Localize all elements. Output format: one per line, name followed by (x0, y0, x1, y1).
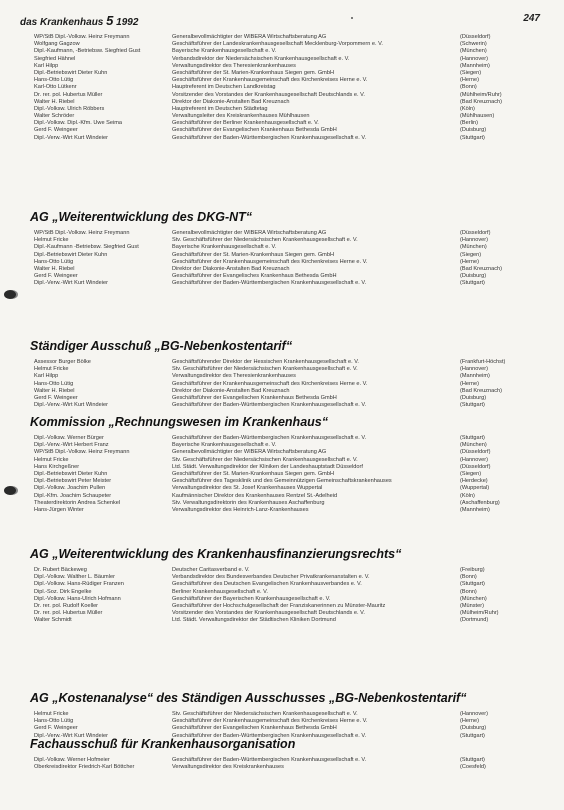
member-position: Geschäftsführer der St. Marien-Krankenhaus Siegen gem. GmbH (172, 470, 334, 477)
member-name: Gerd F. Weingeer (34, 273, 78, 280)
member-row (0, 41, 564, 48)
member-name: Dipl.-Betriebswirt Dieter Kuhn (34, 251, 108, 258)
member-row (0, 77, 564, 84)
member-row (0, 230, 564, 237)
member-name: Helmut Fricke (34, 456, 69, 463)
member-name: Dipl.-Kfm. Joachim Schaupeter (34, 492, 112, 499)
member-name: Theaterdirektorin Andrea Schenkel (34, 499, 121, 506)
member-name: Dipl.-Betriebswirt Dieter Kuhn (34, 69, 108, 76)
member-position: Verwaltungsdirektor des Kreiskrankenhauses (172, 764, 284, 771)
member-name: Gerd F. Weingeer (34, 725, 78, 732)
member-city: (Bad Kreuznach) (460, 265, 502, 272)
member-city: (Herne) (460, 380, 479, 387)
member-row (0, 366, 564, 373)
member-name: Walter Schmidt (34, 617, 72, 624)
member-city: (Bonn) (460, 574, 477, 581)
section-title: Fachausschuß für Krankenhausorganisation (30, 737, 296, 751)
member-position: Geschäftsführer der Baden-Württembergischen Krankenhausgesellschaft e. V. (172, 280, 367, 287)
member-city: (Bad Kreuznach) (460, 387, 502, 394)
member-position: Bayerische Krankenhausgesellschaft e. V. (172, 244, 277, 251)
member-row (0, 395, 564, 402)
member-city: (Freiburg) (460, 567, 485, 573)
member-city: (Siegen) (460, 470, 482, 477)
member-city: (Mannheim) (460, 373, 490, 380)
member-name: Dipl.-Verw.-Wirt Kurt Windeier (34, 732, 108, 739)
member-row (0, 359, 564, 366)
member-row (0, 273, 564, 280)
member-name: Helmut Fricke (34, 366, 69, 373)
member-name: Hans-Jürgen Winter (34, 506, 84, 513)
member-row (0, 464, 564, 471)
member-city: (Bad Kreuznach) (460, 98, 502, 105)
member-city: (Siegen) (460, 251, 482, 258)
member-name: Dipl.-Volksw. Walther L. Bäumler (34, 574, 115, 581)
member-name: Dipl.-Volksw. Werner Bürger (34, 435, 104, 441)
member-row (0, 92, 564, 99)
member-position: Direktor der Diakonie-Anstalten Bad Kreuznach (172, 387, 290, 394)
member-position: Stv. Geschäftsführer der Niedersächsischen Krankenhausgesellschaft e. V. (172, 456, 358, 463)
member-row (0, 388, 564, 395)
member-row (0, 84, 564, 91)
member-city: (Münster) (460, 602, 484, 609)
member-list (0, 34, 564, 142)
member-city: (Schwerin) (460, 41, 487, 48)
member-position: Vorsitzender des Vorstandes der Krankenhausgesellschaft Deutschlands e. V. (172, 610, 365, 617)
member-row (0, 457, 564, 464)
member-position: Geschäftsführer der Baden-Württembergischen Krankenhausgesellschaft e. V. (172, 402, 367, 409)
member-name: Dipl.-Volksw. Joachim Pullen (34, 485, 106, 492)
issue-year: 1992 (116, 17, 139, 28)
journal-name: das Krankenhaus (20, 17, 104, 28)
member-city: (Siegen) (460, 69, 482, 76)
member-position: Geschäftsführer der Krankenhausgemeinschaft des Kirchenkreises Herne e. V. (172, 77, 368, 84)
member-city: (Stuttgart) (460, 280, 485, 287)
member-city: (Köln) (460, 492, 475, 499)
member-position: Hauptreferent im Deutschen Landkreistag (172, 84, 276, 91)
member-row (0, 478, 564, 485)
member-position: Geschäftsführer der Baden-Württembergischen Krankenhausgesellschaft e. V. (172, 757, 367, 763)
member-row (0, 34, 564, 41)
member-city: (Köln) (460, 105, 475, 112)
member-name: Dipl.-Volksw. Hans-Rüdiger Franzen (34, 581, 124, 588)
member-name: Karl Hilpp (34, 62, 59, 69)
member-city: (Dortmund) (460, 617, 489, 624)
member-position: Verwaltungsdirektor des Theresienkrankenhauses (172, 373, 296, 380)
member-row (0, 610, 564, 617)
member-name: Hans-Otto Lütig (34, 718, 74, 725)
member-list (0, 435, 564, 514)
member-name: Hans-Otto Lütig (34, 77, 74, 84)
member-row (0, 718, 564, 725)
member-row (0, 266, 564, 273)
member-position: Geschäftsführer der Baden-Württembergischen Krankenhausgesellschaft e. V. (172, 134, 367, 141)
member-name: Dipl.-Volksw. Dipl.-Kfm. Uwe Seima (34, 120, 122, 127)
member-row (0, 596, 564, 603)
section-title: AG „Weiterentwicklung des DKG-NT“ (30, 210, 253, 224)
member-name: Siegfried Hähnel (34, 55, 76, 62)
member-city: (Duisburg) (460, 725, 487, 732)
member-name: Dipl.-Volksw. Werner Hofmeier (34, 757, 110, 763)
member-city: (Berlin) (460, 120, 479, 127)
section-title: AG „Kostenanalyse“ des Ständigen Ausschusses „BG-Nebenkostentarif“ (30, 691, 467, 705)
member-row (0, 507, 564, 514)
member-name: Dr. rer. pol. Rudolf Koeller (34, 602, 99, 609)
member-name: Dipl.-Verw.-Wirt Kurt Windeier (34, 134, 108, 141)
member-row (0, 725, 564, 732)
member-position: Geschäftsführer der Krankenhausgemeinschaft des Kirchenkreises Herne e. V. (172, 380, 368, 387)
member-position: Geschäftsführer des Tagesklinik und des Gemeinnützigen Gemeinschaftskrankenhauses (172, 478, 392, 485)
member-row (0, 485, 564, 492)
member-position: Ltd. Städt. Verwaltungsdirektor der Kliniken der Landeshauptstadt Düsseldorf (172, 463, 363, 470)
member-row (0, 135, 564, 142)
member-city: (Bonn) (460, 84, 477, 91)
member-position: Stv. Verwaltungsdirektorin des Krankenhauses Aschaffenburg (172, 499, 325, 506)
member-position: Bayerische Krankenhausgesellschaft e. V. (172, 442, 277, 449)
member-row (0, 381, 564, 388)
member-row (0, 581, 564, 588)
member-name: Dipl.-Betriebswirt Dieter Kuhn (34, 470, 108, 477)
member-position: Geschäftsführer der St. Marien-Krankenhaus Siegen gem. GmbH (172, 69, 334, 76)
member-row (0, 237, 564, 244)
member-name: Dipl.-Volksw. Ulrich Röbbers (34, 105, 105, 112)
member-row (0, 764, 564, 771)
member-list (0, 711, 564, 740)
member-name: Oberkreisdirektor Friedrich-Karl Böttcher (34, 764, 135, 771)
member-row (0, 711, 564, 718)
member-row (0, 574, 564, 581)
member-position: Geschäftsführer der Berliner Krankenhausgesellschaft e. V. (172, 120, 319, 127)
member-name: Dipl.-Kaufmann -Betriebsw. Siegfried Gust (34, 244, 139, 251)
member-position: Kaufmännischer Direktor des Krankenhauses Rentzel St.-Adelheid (172, 492, 338, 499)
member-name: Walter Schröder (34, 113, 75, 120)
member-position: Geschäftsführer der Evangelischen Krankenhaus Bethesda GmbH (172, 725, 337, 732)
member-position: Geschäftsführer der Hochschulgesellschaft der Franziskanerinnen zu Münster-Mauritz (172, 602, 386, 609)
member-name: Karl-Otto Lütkenr (34, 84, 77, 91)
member-city: (Hannover) (460, 366, 488, 373)
member-position: Geschäftsführender Direktor der Hessischen Krankenhausgesellschaft e. V. (172, 359, 359, 365)
member-row (0, 500, 564, 507)
member-city: (Stuttgart) (460, 402, 485, 409)
member-row (0, 471, 564, 478)
section-title: Kommission „Rechnungswesen im Krankenhaus“ (30, 415, 328, 429)
member-city: (Stuttgart) (460, 732, 485, 739)
member-row (0, 402, 564, 409)
section-title: Ständiger Ausschuß „BG-Nebenkostentarif“ (30, 339, 293, 353)
member-name: Walter H. Riebel (34, 98, 75, 105)
member-list (0, 230, 564, 288)
member-city: (Herne) (460, 77, 479, 84)
member-name: Wolfgang Gagzow (34, 41, 80, 48)
member-city: (München) (460, 442, 487, 449)
member-city: (Mannheim) (460, 62, 490, 69)
member-city: (Stuttgart) (460, 581, 485, 588)
member-name: Dipl.-Kaufmann, -Betriebsw. Siegfried Gust (34, 48, 141, 55)
member-row (0, 244, 564, 251)
member-name: Karl Hilpp (34, 373, 59, 380)
member-row (0, 48, 564, 55)
member-city: (Mühlheim/Ruhr) (460, 91, 502, 98)
issue-number: 5 (106, 13, 114, 28)
member-city: (Duisburg) (460, 273, 487, 280)
member-city: (Düsseldorf) (460, 449, 491, 456)
member-name: Gerd F. Weingeer (34, 394, 78, 401)
member-city: (Stuttgart) (460, 134, 485, 141)
member-name: Gerd F. Weingeer (34, 127, 78, 134)
member-city: (Herne) (460, 258, 479, 265)
member-row (0, 56, 564, 63)
speck-decoration (351, 17, 353, 19)
member-name: Helmut Fricke (34, 237, 69, 244)
member-city: (Stuttgart) (460, 757, 485, 763)
member-city: (Stuttgart) (460, 435, 485, 441)
member-name: WP/StB Dipl.-Volksw. Heinz Freymann (34, 230, 130, 236)
member-list (0, 567, 564, 625)
member-city: (Coesfeld) (460, 764, 486, 771)
member-name: Walter H. Riebel (34, 265, 75, 272)
member-position: Geschäftsführer der St. Marien-Krankenhaus Siegen gem. GmbH (172, 251, 334, 258)
member-city: (Mülheim/Ruhr) (460, 610, 499, 617)
member-row (0, 373, 564, 380)
member-position: Verwaltungsdirektor des St. Josef Krankenhauses Wuppertal (172, 485, 323, 492)
member-name: Dipl.-Volksw. Hans-Ulrich Hofmann (34, 595, 121, 602)
member-row (0, 106, 564, 113)
member-position: Geschäftsführer der Evangelischen Krankenhaus Bethesda GmbH (172, 127, 337, 134)
member-position: Vorsitzender des Vorstandes der Krankenhausgesellschaft Deutschlands e. V. (172, 91, 365, 98)
member-name: Dipl.-Betriebswirt Peter Meister (34, 478, 112, 485)
member-row (0, 127, 564, 134)
member-position: Geschäftsführer der Evangelischen Krankenhaus Bethesda GmbH (172, 394, 337, 401)
member-city: (Herne) (460, 718, 479, 725)
member-name: Dipl.-Verw.-Wirt Herbert Franz (34, 442, 109, 449)
page-number: 247 (523, 13, 540, 24)
member-name: Dr. Rubert Bäckeweg (34, 567, 87, 573)
member-row (0, 99, 564, 106)
member-city: (Wuppertal) (460, 485, 490, 492)
member-name: Helmut Fricke (34, 711, 69, 717)
member-row (0, 70, 564, 77)
member-position: Stv. Geschäftsführer der Niedersächsischen Krankenhausgesellschaft e. V. (172, 366, 358, 373)
member-row (0, 442, 564, 449)
member-position: Direktor der Diakonie-Anstalten Bad Kreuznach (172, 98, 290, 105)
journal-title (20, 13, 138, 28)
member-position: Verbandsdirektor des Bundesverbandes Deutscher Privatkrankenanstalten e. V. (172, 574, 370, 581)
member-name: Hans-Otto Lütig (34, 380, 74, 387)
member-position: Geschäftsführer der Evangelisches Krankenhaus Bethesda GmbH (172, 273, 337, 280)
member-city: (Mühlhausen) (460, 113, 495, 120)
member-position: Geschäftsführer der Krankenhausgemeinschaft des Kirchenkreises Herne e. V. (172, 718, 368, 725)
member-position: Geschäftsführer der Baden-Württembergischen Krankenhausgesellschaft e. V. (172, 732, 367, 739)
member-name: Hans-Otto Lütig (34, 258, 74, 265)
member-position: Verwaltungsdirektor des Heinrich-Lanz-Krankenhauses (172, 506, 309, 513)
member-position: Verwaltungsleiter des Kreiskrankenhauses Mühlhausen (172, 113, 310, 120)
member-row (0, 259, 564, 266)
member-city: (Herdecke) (460, 478, 488, 485)
member-position: Ltd. Städt. Verwaltungsdirektor der Städtischen Kliniken Dortmund (172, 617, 336, 624)
member-row (0, 589, 564, 596)
member-city: (Duisburg) (460, 127, 487, 134)
member-row (0, 280, 564, 287)
member-position: Bayerische Krankenhausgesellschaft e. V. (172, 48, 277, 55)
member-city: (Frankfurt-Höchst) (460, 359, 506, 365)
punch-hole-mark (4, 486, 16, 495)
member-row (0, 603, 564, 610)
member-position: Generalbevollmächtigter der WIBERA Wirtschaftsberatung AG (172, 34, 327, 40)
member-row (0, 757, 564, 764)
member-position: Geschäftsführer des Deutschen Evangelischen Krankenhausverbandes e. V. (172, 581, 362, 588)
member-row (0, 63, 564, 70)
member-city: (München) (460, 595, 487, 602)
member-position: Berliner Krankenhausgesellschaft e. V. (172, 588, 268, 595)
member-name: Hans Kirchgeßner (34, 463, 80, 470)
page-header (0, 0, 564, 30)
member-position: Geschäftsführer der Baden-Württembergischen Krankenhausgesellschaft e. V. (172, 435, 367, 441)
member-name: Walter H. Riebel (34, 387, 75, 394)
member-position: Verbandsdirektor der Niedersächsischen Krankenhausgesellschaft e. V. (172, 55, 350, 62)
member-name: Dipl.-Soz. Dirk Engelke (34, 588, 92, 595)
member-row (0, 120, 564, 127)
member-position: Geschäftsführer der Bayerischen Krankenhausgesellschaft e. V. (172, 595, 331, 602)
member-city: (Düsseldorf) (460, 463, 491, 470)
member-position: Deutscher Caritasverband e. V. (172, 567, 250, 573)
member-city: (Mannheim) (460, 506, 490, 513)
punch-hole-mark (4, 290, 16, 299)
member-position: Stv. Geschäftsführer der Niedersächsischen Krankenhausgesellschaft e. V. (172, 711, 358, 717)
member-name: Assessor Burger Bölke (34, 359, 91, 365)
member-row (0, 435, 564, 442)
member-city: (Düsseldorf) (460, 34, 491, 40)
member-name: WP/StB Dipl.-Volksw. Heinz Freymann (34, 34, 130, 40)
section-title: AG „Weiterentwicklung des Krankenhausfinanzierungsrechts“ (30, 547, 402, 561)
member-city: (Duisburg) (460, 394, 487, 401)
member-row (0, 449, 564, 456)
member-city: (Aschaffenburg) (460, 499, 500, 506)
member-position: Generalbevollmächtigter der WIBERA Wirtschaftsberatung AG (172, 230, 327, 236)
member-city: (Hannover) (460, 55, 488, 62)
member-position: Direktor der Diakonie-Anstalten Bad Kreuznach (172, 265, 290, 272)
member-city: (Hannover) (460, 237, 488, 244)
member-city: (Hannover) (460, 456, 488, 463)
member-row (0, 252, 564, 259)
member-position: Stv. Geschäftsführer der Niedersächsischen Krankenhausgesellschaft e. V. (172, 237, 358, 244)
member-position: Geschäftsführer der Landeskrankenhausgesellschaft Mecklenburg-Vorpommern e. V. (172, 41, 383, 48)
member-city: (Hannover) (460, 711, 488, 717)
member-position: Hauptreferent im Deutschen Städtetag (172, 105, 268, 112)
member-city: (München) (460, 48, 487, 55)
member-position: Verwaltungsdirektor des Theresienkrankenhauses (172, 62, 296, 69)
member-position: Geschäftsführer der Krankenhausgemeinschaft des Kirchenkreises Herne e. V. (172, 258, 368, 265)
member-position: Generalbevollmächtigter der WIBERA Wirtschaftsberatung AG (172, 449, 327, 456)
member-city: (Bonn) (460, 588, 477, 595)
member-list (0, 757, 564, 771)
member-city: (München) (460, 244, 487, 251)
member-row (0, 493, 564, 500)
member-name: Dipl.-Verw.-Wirt Kurt Windeier (34, 402, 108, 409)
member-name: WP/StB Dipl.-Volksw. Heinz Freymann (34, 449, 130, 456)
member-name: Dr. rer. pol. Hubertus Müller (34, 91, 103, 98)
member-row (0, 617, 564, 624)
member-list (0, 359, 564, 409)
member-row (0, 113, 564, 120)
member-name: Dr. rer. pol. Hubertus Müller (34, 610, 103, 617)
member-city: (Düsseldorf) (460, 230, 491, 236)
member-row (0, 567, 564, 574)
member-name: Dipl.-Verw.-Wirt Kurt Windeier (34, 280, 108, 287)
